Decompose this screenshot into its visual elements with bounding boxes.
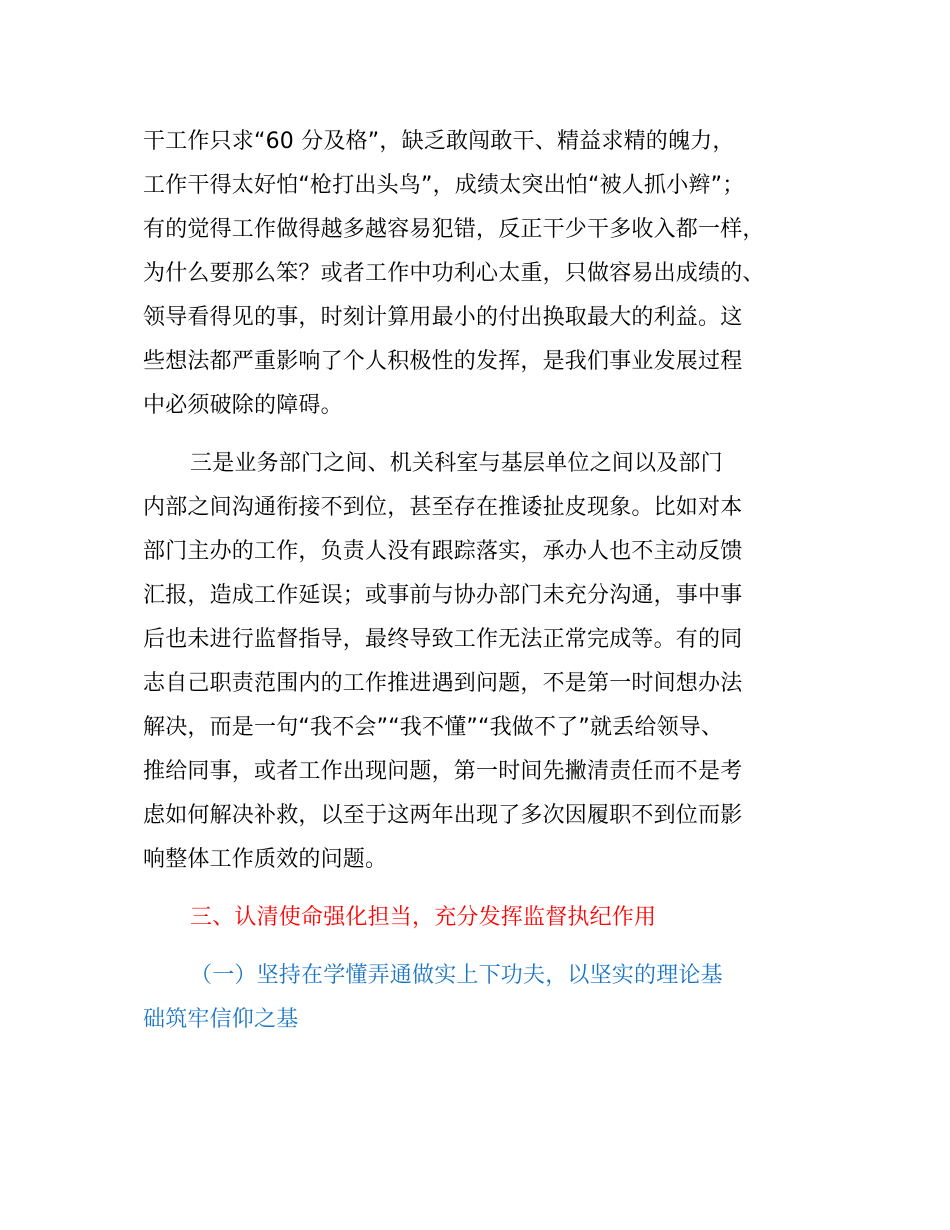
paragraph-1-line-6: 些想法都严重影响了个人积极性的发挥，是我们事业发展过程 <box>143 349 743 374</box>
paragraph-2-line-7: 解决，而是一句“我不会”“我不懂”“我做不了”就丢给领导、 <box>143 715 724 740</box>
subheading-1-line-1: （一）坚持在学懂弄通做实上下功夫，以坚实的理论基 <box>190 963 723 988</box>
paragraph-1-line-3: 有的觉得工作做得越多越容易犯错，反正干少干多收入都一样， <box>143 217 765 242</box>
paragraph-1-line-2: 工作干得太好怕“枪打出头鸟”，成绩太突出怕“被人抓小辫”； <box>143 173 745 198</box>
paragraph-1-line-1: 干工作只求“60 分及格”，缺乏敢闯敢干、精益求精的魄力， <box>143 129 735 154</box>
paragraph-2-line-3: 部门主办的工作，负责人没有跟踪落实，承办人也不主动反馈 <box>143 539 743 564</box>
paragraph-1-line-7: 中必须破除的障碍。 <box>143 393 343 418</box>
section-heading-3: 三、认清使命强化担当，充分发挥监督执纪作用 <box>190 905 657 930</box>
paragraph-2-line-1: 三是业务部门之间、机关科室与基层单位之间以及部门 <box>190 451 723 476</box>
paragraph-2-line-6: 志自己职责范围内的工作推进遇到问题，不是第一时间想办法 <box>143 671 743 696</box>
paragraph-2-line-8: 推给同事，或者工作出现问题，第一时间先撇清责任而不是考 <box>143 759 743 784</box>
paragraph-2-line-4: 汇报，造成工作延误；或事前与协办部门未充分沟通，事中事 <box>143 583 743 608</box>
paragraph-1-line-4: 为什么要那么笨？或者工作中功利心太重，只做容易出成绩的、 <box>143 261 765 286</box>
paragraph-2-line-2: 内部之间沟通衔接不到位，甚至存在推诿扯皮现象。比如对本 <box>143 495 743 520</box>
paragraph-1-line-5: 领导看得见的事，时刻计算用最小的付出换取最大的利益。这 <box>143 305 743 330</box>
subheading-1-line-2: 础筑牢信仰之基 <box>143 1007 299 1032</box>
paragraph-2-line-10: 响整体工作质效的问题。 <box>143 847 388 872</box>
paragraph-2-line-5: 后也未进行监督指导，最终导致工作无法正常完成等。有的同 <box>143 627 743 652</box>
paragraph-2-line-9: 虑如何解决补救，以至于这两年出现了多次因履职不到位而影 <box>143 803 743 828</box>
